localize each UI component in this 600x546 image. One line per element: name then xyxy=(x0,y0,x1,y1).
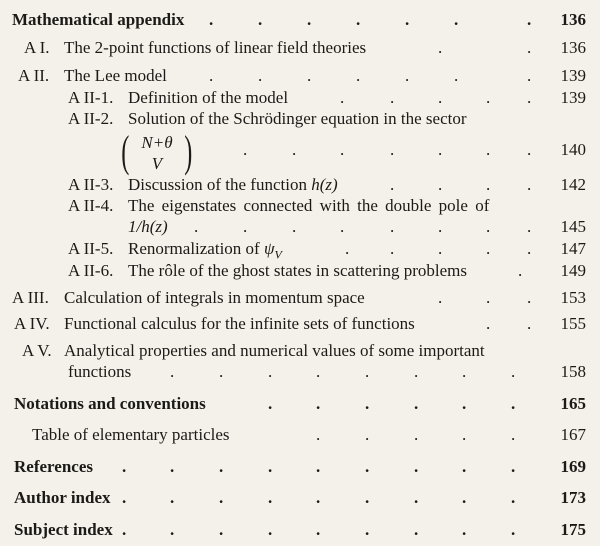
leader-dot: . xyxy=(462,457,467,476)
toc-page: 165 xyxy=(560,394,586,413)
toc-title: Author index xyxy=(14,488,111,507)
leader-dot: . xyxy=(209,10,214,29)
toc-page: 155 xyxy=(560,314,586,333)
leader-dot: . xyxy=(170,362,175,381)
leader-dot: . xyxy=(292,140,297,159)
leader-dot: . xyxy=(258,10,263,29)
leader-dot: . xyxy=(316,394,321,413)
leader-dot: . xyxy=(438,239,443,258)
leader-dot: . xyxy=(316,520,321,539)
matrix-bottom: V xyxy=(151,154,163,173)
leader-dot: . xyxy=(511,362,516,381)
leader-dot: . xyxy=(438,38,443,57)
function-h-z: h(z) xyxy=(311,175,338,194)
leader-dot: . xyxy=(454,10,459,29)
leader-dot: . xyxy=(527,175,532,194)
leader-dot: . xyxy=(414,362,419,381)
toc-title: Discussion of the function xyxy=(128,175,312,194)
leader-dot: . xyxy=(316,488,321,507)
leader-dot: . xyxy=(486,140,491,159)
toc-label: A IV. xyxy=(14,314,50,333)
toc-label: A II-6. xyxy=(68,261,114,280)
toc-page: 153 xyxy=(560,288,586,307)
leader-dot: . xyxy=(219,520,224,539)
toc-title: The rôle of the ghost states in scattering problems xyxy=(128,261,467,280)
leader-dot: . xyxy=(243,217,248,236)
leader-dot: . xyxy=(390,88,395,107)
toc-title: The eigenstates connected with the double pole of xyxy=(128,196,490,215)
toc-label: A II-5. xyxy=(68,239,114,258)
leader-dot: . xyxy=(414,488,419,507)
toc-title: Renormalization of xyxy=(128,239,264,258)
leader-dot: . xyxy=(219,488,224,507)
leader-dot: . xyxy=(511,520,516,539)
leader-dot: . xyxy=(194,217,199,236)
leader-dot: . xyxy=(292,217,297,236)
leader-dot: . xyxy=(365,488,370,507)
leader-dot: . xyxy=(462,425,467,444)
leader-dot: . xyxy=(268,394,273,413)
toc-label: A II-2. xyxy=(68,109,114,128)
leader-dot: . xyxy=(486,217,491,236)
leader-dot: . xyxy=(219,362,224,381)
leader-dot: . xyxy=(414,457,419,476)
leader-dot: . xyxy=(268,457,273,476)
leader-dot: . xyxy=(438,175,443,194)
leader-dot: . xyxy=(527,140,532,159)
toc-page: 169 xyxy=(560,457,586,476)
leader-dot: . xyxy=(122,457,127,476)
leader-dot: . xyxy=(462,394,467,413)
leader-dot: . xyxy=(307,10,312,29)
leader-dot: . xyxy=(170,520,175,539)
leader-dot: . xyxy=(268,488,273,507)
leader-dot: . xyxy=(170,488,175,507)
leader-dot: . xyxy=(518,261,523,280)
leader-dot: . xyxy=(356,10,361,29)
leader-dot: . xyxy=(527,288,532,307)
leader-dot: . xyxy=(511,488,516,507)
psi-subscript: V xyxy=(274,247,282,262)
toc-label: A I. xyxy=(24,38,50,57)
toc-page: 140 xyxy=(560,140,586,159)
leader-dot: . xyxy=(486,175,491,194)
toc-title: Notations and conventions xyxy=(14,394,206,413)
leader-dot: . xyxy=(405,10,410,29)
leader-dot: . xyxy=(414,520,419,539)
toc-page: 142 xyxy=(560,175,586,194)
leader-dot: . xyxy=(345,239,350,258)
toc-page: 139 xyxy=(560,66,586,85)
leader-dot: . xyxy=(243,140,248,159)
toc-label: A II-4. xyxy=(68,196,114,215)
leader-dot: . xyxy=(405,66,410,85)
right-paren: ) xyxy=(184,127,193,176)
leader-dot: . xyxy=(219,457,224,476)
toc-page: 167 xyxy=(560,425,586,444)
toc-label: A II-1. xyxy=(68,88,114,107)
toc-label: A III. xyxy=(12,288,49,307)
leader-dot: . xyxy=(390,175,395,194)
leader-dot: . xyxy=(356,66,361,85)
toc-title: Calculation of integrals in momentum space xyxy=(64,288,365,307)
leader-dot: . xyxy=(486,88,491,107)
toc-label: A II. xyxy=(18,66,50,85)
leader-dot: . xyxy=(438,140,443,159)
toc-page: 175 xyxy=(560,520,586,539)
toc-title: Solution of the Schrödinger equation in the sector xyxy=(128,109,467,128)
leader-dot: . xyxy=(390,239,395,258)
toc-label: A V. xyxy=(22,341,52,360)
left-paren: ( xyxy=(121,127,130,176)
leader-dot: . xyxy=(527,314,532,333)
leader-dot: . xyxy=(462,488,467,507)
leader-dot: . xyxy=(527,38,532,57)
leader-dot: . xyxy=(268,362,273,381)
toc-title-line2: functions xyxy=(68,362,132,381)
leader-dot: . xyxy=(390,140,395,159)
leader-dot: . xyxy=(316,362,321,381)
leader-dot: . xyxy=(170,457,175,476)
leader-dot: . xyxy=(365,362,370,381)
leader-dot: . xyxy=(527,10,532,29)
leader-dot: . xyxy=(527,88,532,107)
toc-title: The 2-point functions of linear field theories xyxy=(64,38,367,57)
leader-dot: . xyxy=(209,66,214,85)
matrix-top: N+θ xyxy=(141,133,173,152)
toc-page: 136 xyxy=(560,38,586,57)
psi-symbol: ψ xyxy=(263,239,275,258)
leader-dot: . xyxy=(258,66,263,85)
leader-dot: . xyxy=(527,66,532,85)
toc-page: 136 xyxy=(560,10,586,29)
leader-dot: . xyxy=(511,457,516,476)
leader-dot: . xyxy=(340,88,345,107)
leader-dot: . xyxy=(511,394,516,413)
leader-dot: . xyxy=(365,394,370,413)
toc-page: 173 xyxy=(560,488,586,507)
toc-title-wrap xyxy=(128,175,338,195)
toc-title: Functional calculus for the infinite sets of functions xyxy=(64,314,415,333)
leader-dot: . xyxy=(316,457,321,476)
toc-page: 145 xyxy=(560,217,586,236)
toc-page: 147 xyxy=(560,239,586,258)
sector-matrix xyxy=(121,127,193,176)
leader-dot: . xyxy=(486,239,491,258)
leader-dot: . xyxy=(486,314,491,333)
leader-dot: . xyxy=(527,217,532,236)
leader-dot: . xyxy=(462,362,467,381)
toc-page: 158 xyxy=(560,362,586,381)
toc-title: References xyxy=(14,457,93,476)
leader-dot: . xyxy=(486,288,491,307)
toc-title: Definition of the model xyxy=(128,88,289,107)
leader-dot: . xyxy=(340,217,345,236)
leader-dot: . xyxy=(316,425,321,444)
leader-dot: . xyxy=(268,520,273,539)
leader-dot: . xyxy=(307,66,312,85)
leader-dot: . xyxy=(511,425,516,444)
toc-page: 139 xyxy=(560,88,586,107)
leader-dot: . xyxy=(414,394,419,413)
leader-dot: . xyxy=(414,425,419,444)
leader-dot: . xyxy=(390,217,395,236)
leader-dot: . xyxy=(438,288,443,307)
leader-dot: . xyxy=(527,239,532,258)
toc-title: Analytical properties and numerical values of some important xyxy=(64,341,485,360)
toc-title: Table of elementary particles xyxy=(32,425,230,444)
leader-dot: . xyxy=(365,457,370,476)
leader-dot: . xyxy=(454,66,459,85)
leader-dot: . xyxy=(340,140,345,159)
leader-dot: . xyxy=(438,88,443,107)
toc-label: A II-3. xyxy=(68,175,114,194)
toc-title: The Lee model xyxy=(64,66,167,85)
leader-dot: . xyxy=(365,425,370,444)
leader-dot: . xyxy=(438,217,443,236)
toc-title-line2: 1/h(z) xyxy=(128,217,168,236)
toc-page: 149 xyxy=(560,261,586,280)
leader-dot: . xyxy=(122,520,127,539)
leader-dot: . xyxy=(365,520,370,539)
leader-dot: . xyxy=(462,520,467,539)
toc-title: Mathematical appendix xyxy=(12,10,185,29)
leader-dot: . xyxy=(122,488,127,507)
toc-title: Subject index xyxy=(14,520,113,539)
